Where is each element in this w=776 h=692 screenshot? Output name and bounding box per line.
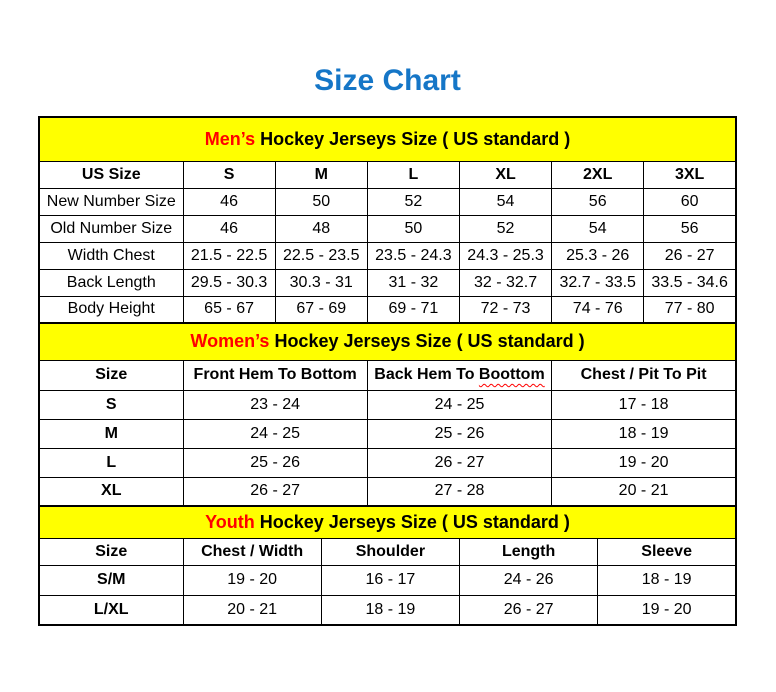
mens-banner-red-word: Men’s bbox=[204, 128, 256, 149]
womens-banner-rest: Hockey Jerseys Size ( US standard ) bbox=[269, 331, 585, 352]
size-value: 77 - 80 bbox=[644, 296, 736, 323]
column-header: XL bbox=[459, 161, 551, 188]
size-value: 50 bbox=[275, 188, 367, 215]
tables-wrapper bbox=[38, 116, 737, 626]
size-value: 29.5 - 30.3 bbox=[183, 269, 275, 296]
mens-banner-rest: Hockey Jerseys Size ( US standard ) bbox=[255, 128, 571, 149]
page-title: Size Chart bbox=[314, 64, 461, 97]
youth-header-row bbox=[39, 538, 736, 565]
column-header: S bbox=[183, 161, 275, 188]
table-row bbox=[39, 269, 736, 296]
table-row bbox=[39, 188, 736, 215]
size-value: 19 - 20 bbox=[598, 595, 736, 625]
column-header bbox=[367, 360, 551, 390]
size-value: 26 - 27 bbox=[460, 595, 598, 625]
size-value: 54 bbox=[552, 215, 644, 242]
size-value: 52 bbox=[459, 215, 551, 242]
column-header: Shoulder bbox=[321, 538, 459, 565]
column-header: 3XL bbox=[644, 161, 736, 188]
womens-size-table bbox=[38, 322, 737, 507]
mens-size-table bbox=[38, 116, 737, 324]
table-row bbox=[39, 477, 736, 506]
misspelled-word-spellcheck: Boottom bbox=[478, 366, 545, 383]
size-value: 25 - 26 bbox=[183, 448, 367, 477]
youth-banner-rest: Hockey Jerseys Size ( US standard ) bbox=[254, 511, 570, 532]
womens-banner-title bbox=[39, 323, 736, 360]
row-label: Back Length bbox=[39, 269, 183, 296]
size-value: 23.5 - 24.3 bbox=[367, 242, 459, 269]
size-value: 24 - 25 bbox=[367, 390, 551, 419]
mens-section-banner bbox=[39, 117, 736, 161]
size-value: 31 - 32 bbox=[367, 269, 459, 296]
youth-banner-red-word: Youth bbox=[205, 511, 255, 532]
size-value: 22.5 - 23.5 bbox=[275, 242, 367, 269]
size-value: 52 bbox=[367, 188, 459, 215]
table-row bbox=[39, 565, 736, 595]
size-value: 26 - 27 bbox=[644, 242, 736, 269]
size-value: 16 - 17 bbox=[321, 565, 459, 595]
size-value: 24 - 26 bbox=[460, 565, 598, 595]
womens-banner-red-word: Women’s bbox=[190, 331, 270, 352]
column-header: Chest / Pit To Pit bbox=[552, 360, 736, 390]
size-value: 69 - 71 bbox=[367, 296, 459, 323]
size-value: 23 - 24 bbox=[183, 390, 367, 419]
column-header: Front Hem To Bottom bbox=[183, 360, 367, 390]
column-header: L bbox=[367, 161, 459, 188]
table-row bbox=[39, 296, 736, 323]
size-value: 65 - 67 bbox=[183, 296, 275, 323]
size-value: 27 - 28 bbox=[367, 477, 551, 506]
row-label: L bbox=[39, 448, 183, 477]
column-header: M bbox=[275, 161, 367, 188]
size-value: 21.5 - 22.5 bbox=[183, 242, 275, 269]
size-value: 18 - 19 bbox=[552, 419, 736, 448]
row-label: New Number Size bbox=[39, 188, 183, 215]
size-value: 72 - 73 bbox=[459, 296, 551, 323]
size-value: 18 - 19 bbox=[598, 565, 736, 595]
column-header: Chest / Width bbox=[183, 538, 321, 565]
column-header: 2XL bbox=[552, 161, 644, 188]
column-header: Size bbox=[39, 360, 183, 390]
size-value: 46 bbox=[183, 215, 275, 242]
size-value: 18 - 19 bbox=[321, 595, 459, 625]
size-value: 26 - 27 bbox=[367, 448, 551, 477]
row-label: M bbox=[39, 419, 183, 448]
mens-header-row bbox=[39, 161, 736, 188]
row-label: XL bbox=[39, 477, 183, 506]
column-header: US Size bbox=[39, 161, 183, 188]
column-header-prefix: Back Hem To bbox=[374, 366, 479, 383]
youth-size-table bbox=[38, 505, 737, 626]
size-value: 19 - 20 bbox=[552, 448, 736, 477]
table-row bbox=[39, 419, 736, 448]
size-value: 26 - 27 bbox=[183, 477, 367, 506]
size-value: 33.5 - 34.6 bbox=[644, 269, 736, 296]
column-header: Length bbox=[460, 538, 598, 565]
row-label: Width Chest bbox=[39, 242, 183, 269]
row-label: S bbox=[39, 390, 183, 419]
mens-banner-title bbox=[39, 117, 736, 161]
size-value: 56 bbox=[552, 188, 644, 215]
column-header: Size bbox=[39, 538, 183, 565]
size-value: 25.3 - 26 bbox=[552, 242, 644, 269]
row-label: L/XL bbox=[39, 595, 183, 625]
size-value: 46 bbox=[183, 188, 275, 215]
size-value: 67 - 69 bbox=[275, 296, 367, 323]
size-value: 24 - 25 bbox=[183, 419, 367, 448]
row-label: S/M bbox=[39, 565, 183, 595]
size-value: 30.3 - 31 bbox=[275, 269, 367, 296]
size-value: 60 bbox=[644, 188, 736, 215]
youth-section-banner bbox=[39, 506, 736, 538]
size-value: 48 bbox=[275, 215, 367, 242]
row-label: Old Number Size bbox=[39, 215, 183, 242]
table-row bbox=[39, 595, 736, 625]
table-row bbox=[39, 448, 736, 477]
size-value: 54 bbox=[459, 188, 551, 215]
size-value: 25 - 26 bbox=[367, 419, 551, 448]
size-value: 32.7 - 33.5 bbox=[552, 269, 644, 296]
size-value: 74 - 76 bbox=[552, 296, 644, 323]
size-value: 24.3 - 25.3 bbox=[459, 242, 551, 269]
size-value: 20 - 21 bbox=[183, 595, 321, 625]
youth-banner-title bbox=[39, 506, 736, 538]
womens-header-row bbox=[39, 360, 736, 390]
column-header: Sleeve bbox=[598, 538, 736, 565]
womens-section-banner bbox=[39, 323, 736, 360]
table-row bbox=[39, 215, 736, 242]
size-value: 17 - 18 bbox=[552, 390, 736, 419]
size-value: 20 - 21 bbox=[552, 477, 736, 506]
table-row bbox=[39, 390, 736, 419]
size-value: 50 bbox=[367, 215, 459, 242]
size-value: 19 - 20 bbox=[183, 565, 321, 595]
size-value: 56 bbox=[644, 215, 736, 242]
table-row bbox=[39, 242, 736, 269]
size-value: 32 - 32.7 bbox=[459, 269, 551, 296]
row-label: Body Height bbox=[39, 296, 183, 323]
